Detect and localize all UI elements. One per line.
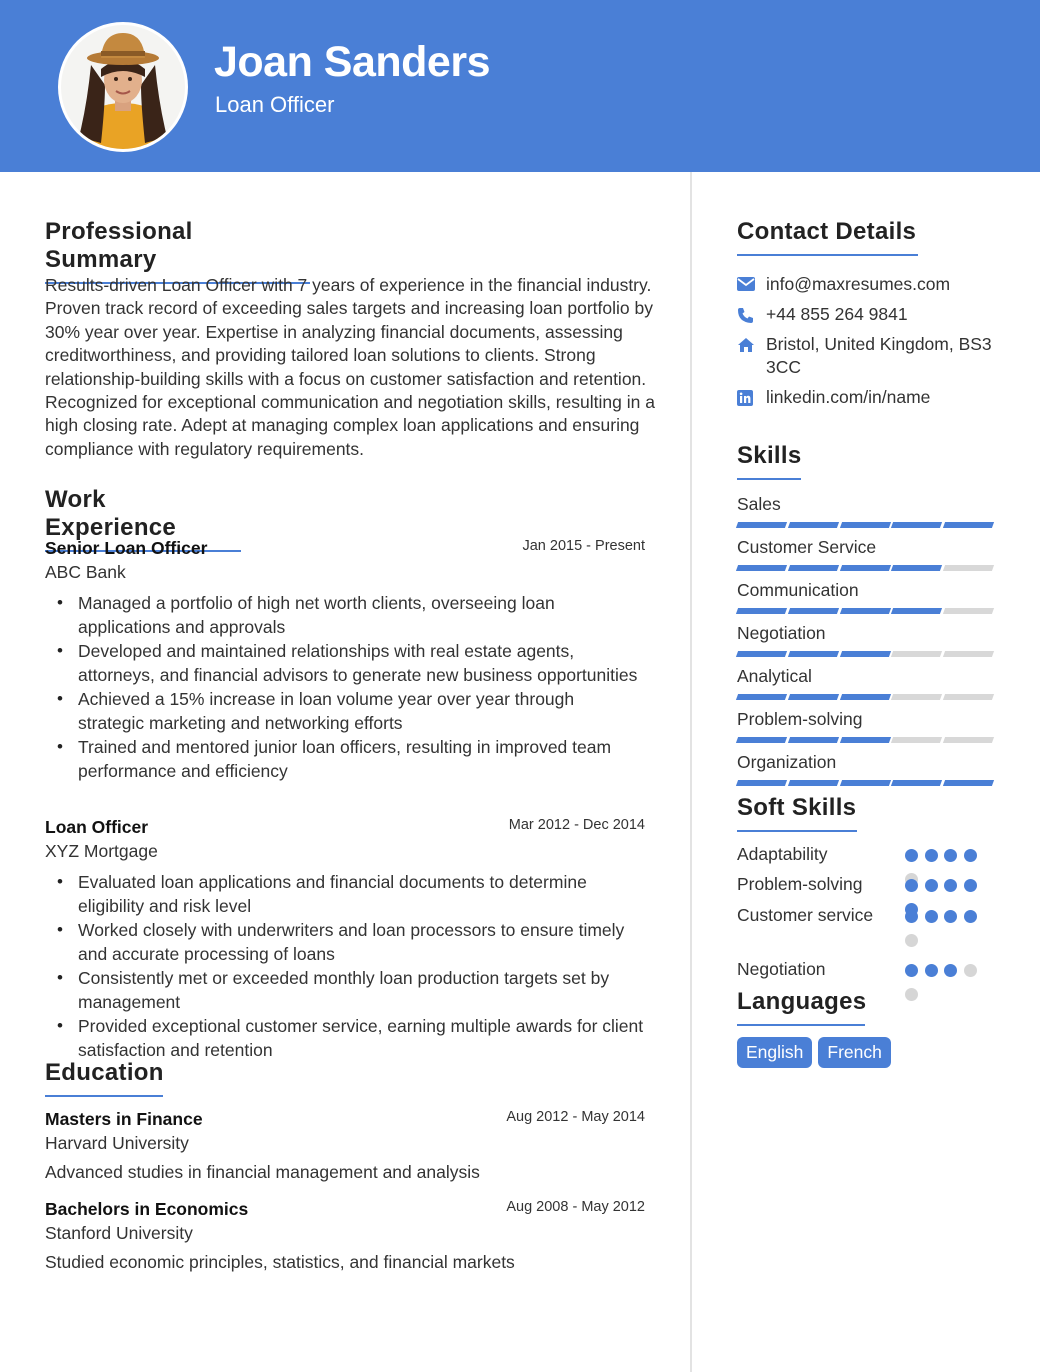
- skill-segment: [891, 565, 942, 571]
- skill-dot: [964, 910, 977, 923]
- soft-skill-label: Adaptability: [737, 844, 828, 864]
- skill-label: Negotiation: [737, 623, 826, 643]
- bullet-item: • Consistently met or exceeded monthly loan production targets set by management: [45, 966, 645, 1014]
- soft-skill-label: Negotiation: [737, 959, 826, 979]
- skill-level-bar: [737, 522, 993, 528]
- skill-segment: [736, 694, 787, 700]
- job-bullets: [45, 870, 645, 1062]
- skill-segment: [736, 608, 787, 614]
- skill-segment: [736, 565, 787, 571]
- skill-segment: [736, 737, 787, 743]
- skill-segment: [788, 651, 839, 657]
- school-name: Stanford University: [45, 1223, 193, 1243]
- job-entry: [45, 538, 645, 783]
- education-dates: Aug 2008 - May 2012: [506, 1199, 645, 1215]
- skill-label: Customer Service: [737, 537, 877, 557]
- contact-address: [737, 333, 1007, 379]
- skill-dot: [905, 964, 918, 977]
- skill-level-bar: [737, 694, 993, 700]
- job-dates: Jan 2015 - Present: [522, 538, 645, 554]
- bullet-item: • Achieved a 15% increase in loan volume year over year through strategic marketing and networking efforts: [45, 687, 645, 735]
- skill-item: [737, 709, 993, 743]
- skill-label: Organization: [737, 752, 837, 772]
- skill-label: Problem-solving: [737, 709, 863, 729]
- skill-item: [737, 580, 993, 614]
- skill-item: [737, 494, 993, 528]
- skill-segment: [840, 780, 891, 786]
- skills-heading: Skills: [737, 442, 801, 480]
- soft-skill-item: [737, 844, 1007, 865]
- skill-segment: [891, 522, 942, 528]
- job-title: Senior Loan Officer: [45, 538, 208, 558]
- bullet-item: • Worked closely with underwriters and loan processors to ensure timely and accurate processing of loans: [45, 918, 645, 966]
- skill-segment: [891, 737, 942, 743]
- degree-title: Bachelors in Economics: [45, 1199, 249, 1219]
- address-text: Bristol, United Kingdom, BS3 3CC: [766, 334, 992, 377]
- skill-segment: [891, 651, 942, 657]
- education-entry: [45, 1109, 645, 1183]
- skill-segment: [736, 651, 787, 657]
- skill-segment: [943, 608, 994, 614]
- linkedin-icon: [737, 390, 753, 406]
- skill-label: Analytical: [737, 666, 812, 686]
- skill-segment: [840, 565, 891, 571]
- skill-dot: [905, 988, 918, 1001]
- language-badge: French: [818, 1037, 890, 1068]
- skill-segment: [943, 780, 994, 786]
- skill-dot: [964, 964, 977, 977]
- skill-dot: [944, 910, 957, 923]
- skill-item: [737, 666, 993, 700]
- skill-dot: [964, 879, 977, 892]
- soft-skill-item: [737, 905, 1007, 926]
- experience-heading: Work Experience: [45, 486, 241, 552]
- profile-photo: [58, 22, 188, 152]
- skill-dot: [905, 934, 918, 947]
- skill-segment: [891, 694, 942, 700]
- contact-heading: Contact Details: [737, 218, 918, 256]
- education-dates: Aug 2012 - May 2014: [506, 1109, 645, 1125]
- skill-segment: [943, 565, 994, 571]
- skill-segment: [736, 522, 787, 528]
- skill-level-bar: [737, 608, 993, 614]
- skill-dot: [925, 849, 938, 862]
- candidate-name: Joan Sanders: [214, 38, 490, 86]
- job-company: XYZ Mortgage: [45, 841, 158, 861]
- job-dates: Mar 2012 - Dec 2014: [508, 817, 645, 833]
- skill-dot: [925, 879, 938, 892]
- skill-level-bar: [737, 737, 993, 743]
- portrait-illustration: [61, 25, 185, 149]
- job-entry: [45, 817, 645, 1062]
- skill-dot: [905, 910, 918, 923]
- job-company: ABC Bank: [45, 562, 126, 582]
- skill-segment: [736, 780, 787, 786]
- language-list: [737, 1037, 891, 1068]
- bullet-item: • Evaluated loan applications and financial documents to determine eligibility and risk level: [45, 870, 645, 918]
- skill-segment: [891, 608, 942, 614]
- education-description: Studied economic principles, statistics, and financial markets: [45, 1252, 515, 1272]
- job-bullets: [45, 591, 645, 783]
- skill-label: Communication: [737, 580, 859, 600]
- contact-list: [737, 273, 1007, 416]
- soft-skill-item: [737, 874, 1007, 895]
- home-icon: [737, 337, 755, 353]
- skill-item: [737, 537, 993, 571]
- candidate-title: Loan Officer: [215, 92, 335, 117]
- skill-segment: [840, 522, 891, 528]
- linkedin-text: linkedin.com/in/name: [766, 387, 931, 407]
- summary-heading: Professional Summary: [45, 218, 310, 284]
- degree-title: Masters in Finance: [45, 1109, 203, 1129]
- skill-segment: [788, 694, 839, 700]
- education-entry: [45, 1199, 645, 1273]
- skill-level-bar: [737, 651, 993, 657]
- skill-segment: [943, 694, 994, 700]
- bullet-item: • Managed a portfolio of high net worth clients, overseeing loan applications and approvals: [45, 591, 645, 639]
- skill-segment: [840, 737, 891, 743]
- skill-segment: [943, 737, 994, 743]
- skill-segment: [840, 608, 891, 614]
- contact-email[interactable]: [737, 273, 1007, 296]
- phone-text: +44 855 264 9841: [766, 304, 908, 324]
- bullet-item: • Developed and maintained relationships with real estate agents, attorneys, and financial advisors to generate new business opportunities: [45, 639, 645, 687]
- skill-level-bar: [737, 565, 993, 571]
- skill-segment: [943, 651, 994, 657]
- skill-dot: [944, 964, 957, 977]
- job-title: Loan Officer: [45, 817, 149, 837]
- skill-segment: [840, 694, 891, 700]
- skill-segment: [788, 780, 839, 786]
- skill-label: Sales: [737, 494, 781, 514]
- skill-level-bar: [737, 780, 993, 786]
- skill-segment: [788, 608, 839, 614]
- skill-dot: [925, 910, 938, 923]
- skill-segment: [891, 780, 942, 786]
- skill-dot: [925, 964, 938, 977]
- summary-text: Results-driven Loan Officer with 7 years of experience in the financial industry. Proven track record of exceeding sales targets and increasing loan portfolio by 30% year over year. Expertise in analyzing financial documents, assessing creditworthiness, and providing tailored loan solutions to clients. Strong relationship-building skills with a focus on customer satisfaction and retention. Recognized for exceptional communication and negotiation skills, resulting in a high closing rate. Adept at managing complex loan applications and ensuring compliance with regulatory requirements.: [45, 275, 655, 459]
- contact-linkedin[interactable]: [737, 386, 1007, 409]
- languages-heading: Languages: [737, 988, 865, 1026]
- skill-dot: [944, 849, 957, 862]
- skill-item: [737, 623, 993, 657]
- language-badge: English: [737, 1037, 812, 1068]
- skill-dot: [905, 879, 918, 892]
- phone-icon: [737, 307, 754, 324]
- school-name: Harvard University: [45, 1133, 189, 1153]
- soft-skill-label: Customer service: [737, 905, 874, 925]
- education-heading: Education: [45, 1059, 163, 1097]
- skill-dot: [905, 849, 918, 862]
- soft-skill-label: Problem-solving: [737, 874, 863, 894]
- skill-dot: [964, 849, 977, 862]
- skill-segment: [788, 565, 839, 571]
- contact-phone[interactable]: [737, 303, 1007, 326]
- envelope-icon: [737, 277, 755, 291]
- email-text: info@maxresumes.com: [766, 274, 951, 294]
- soft-skill-item: [737, 959, 1007, 980]
- bullet-item: • Trained and mentored junior loan officers, resulting in improved team performance and efficiency: [45, 735, 645, 783]
- soft-skills-heading: Soft Skills: [737, 794, 857, 832]
- skill-segment: [840, 651, 891, 657]
- skill-dot: [944, 879, 957, 892]
- skill-item: [737, 752, 993, 786]
- skill-segment: [943, 522, 994, 528]
- column-divider: [690, 172, 692, 1372]
- education-description: Advanced studies in financial management and analysis: [45, 1162, 480, 1182]
- resume-header: [0, 0, 1040, 172]
- bullet-item: • Provided exceptional customer service, earning multiple awards for client satisfaction and retention: [45, 1014, 645, 1062]
- skill-segment: [788, 522, 839, 528]
- skill-segment: [788, 737, 839, 743]
